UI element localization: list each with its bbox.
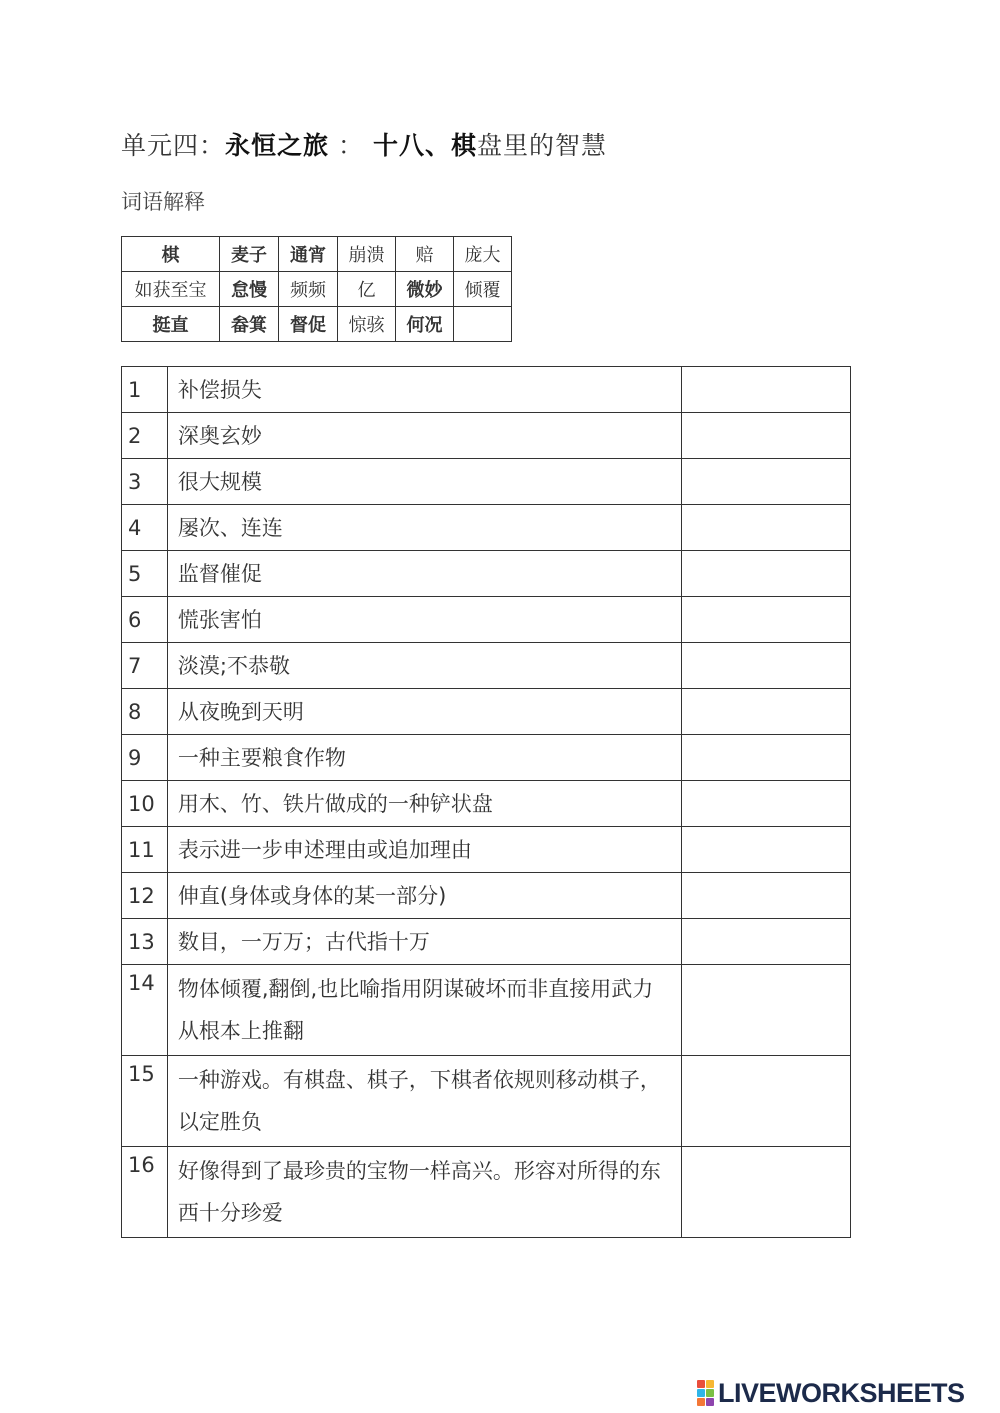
definition-row [122, 459, 851, 505]
word-cell: 庞大 [454, 237, 512, 272]
definition-number: 4 [122, 505, 168, 551]
definition-row [122, 827, 851, 873]
answer-cell[interactable] [681, 643, 850, 689]
definition-number: 16 [122, 1147, 168, 1238]
definition-number: 1 [122, 367, 168, 413]
definition-row [122, 551, 851, 597]
answer-cell[interactable] [681, 367, 850, 413]
definition-text: 慌张害怕 [167, 597, 681, 643]
definition-text: 表示进一步申述理由或追加理由 [167, 827, 681, 873]
word-cell: 倾覆 [454, 272, 512, 307]
definition-text: 补偿损失 [167, 367, 681, 413]
definition-number: 2 [122, 413, 168, 459]
word-cell: 频频 [279, 272, 338, 307]
answer-cell[interactable] [681, 459, 850, 505]
word-cell: 亿 [338, 272, 396, 307]
definition-row [122, 1147, 851, 1238]
definition-row [122, 919, 851, 965]
title-unit-name: 永恒之旅 [225, 131, 330, 160]
section-subtitle: 词语解释 [121, 190, 205, 214]
definition-row [122, 781, 851, 827]
word-cell: 惊骇 [338, 307, 396, 342]
definition-number: 11 [122, 827, 168, 873]
definition-text: 淡漠;不恭敬 [167, 643, 681, 689]
definition-row [122, 735, 851, 781]
definition-number: 14 [122, 965, 168, 1056]
answer-cell[interactable] [681, 965, 850, 1056]
word-cell: 畚箕 [220, 307, 279, 342]
definition-number: 9 [122, 735, 168, 781]
definition-text: 深奥玄妙 [167, 413, 681, 459]
word-cell: 赔 [396, 237, 454, 272]
title-separator: ： [329, 131, 373, 160]
definition-text: 一种主要粮食作物 [167, 735, 681, 781]
answer-cell[interactable] [681, 1056, 850, 1147]
definition-text: 伸直(身体或身体的某一部分) [167, 873, 681, 919]
answer-cell[interactable] [681, 919, 850, 965]
word-cell: 如获至宝 [122, 272, 220, 307]
definition-number: 3 [122, 459, 168, 505]
definition-number: 6 [122, 597, 168, 643]
definition-row [122, 873, 851, 919]
definition-row [122, 367, 851, 413]
word-bank-row [122, 307, 512, 342]
answer-cell[interactable] [681, 1147, 850, 1238]
definition-text: 很大规模 [167, 459, 681, 505]
definition-row [122, 689, 851, 735]
answer-cell[interactable] [681, 505, 850, 551]
definition-number: 8 [122, 689, 168, 735]
title-prefix: 单元四： [121, 131, 226, 160]
logo-mark-icon [697, 1380, 714, 1406]
definition-number: 13 [122, 919, 168, 965]
page-title [121, 126, 607, 162]
word-cell: 麦子 [220, 237, 279, 272]
definition-text: 好像得到了最珍贵的宝物一样高兴。形容对所得的东西十分珍爱 [167, 1147, 681, 1238]
word-bank-row [122, 237, 512, 272]
answer-cell[interactable] [681, 827, 850, 873]
word-cell: 棋 [122, 237, 220, 272]
definition-row [122, 1056, 851, 1147]
word-cell: 何况 [396, 307, 454, 342]
word-cell: 微妙 [396, 272, 454, 307]
word-cell: 挺直 [122, 307, 220, 342]
definition-text: 数目，一万万；古代指十万 [167, 919, 681, 965]
word-cell: 督促 [279, 307, 338, 342]
word-cell [454, 307, 512, 342]
answer-cell[interactable] [681, 689, 850, 735]
definition-row [122, 505, 851, 551]
definition-text: 从夜晚到天明 [167, 689, 681, 735]
definition-text: 物体倾覆,翻倒,也比喻指用阴谋破坏而非直接用武力从根本上推翻 [167, 965, 681, 1056]
definition-number: 15 [122, 1056, 168, 1147]
definition-number: 7 [122, 643, 168, 689]
definition-text: 监督催促 [167, 551, 681, 597]
definitions-table [121, 366, 851, 1238]
definition-number: 12 [122, 873, 168, 919]
word-bank-row [122, 272, 512, 307]
title-lesson-rest: 盘里的智慧 [476, 131, 607, 160]
title-lesson-bold: 十八、棋 [372, 131, 477, 160]
logo-text: LIVEWORKSHEETS [718, 1377, 965, 1408]
word-cell: 怠慢 [220, 272, 279, 307]
answer-cell[interactable] [681, 873, 850, 919]
definition-text: 一种游戏。有棋盘、棋子，下棋者依规则移动棋子，以定胜负 [167, 1056, 681, 1147]
definition-row [122, 413, 851, 459]
definition-number: 10 [122, 781, 168, 827]
word-bank-table [121, 236, 512, 342]
word-cell: 通宵 [279, 237, 338, 272]
definition-text: 用木、竹、铁片做成的一种铲状盘 [167, 781, 681, 827]
definition-row [122, 965, 851, 1056]
definition-number: 5 [122, 551, 168, 597]
answer-cell[interactable] [681, 781, 850, 827]
definition-row [122, 597, 851, 643]
liveworksheets-logo [697, 1377, 965, 1409]
answer-cell[interactable] [681, 597, 850, 643]
answer-cell[interactable] [681, 735, 850, 781]
word-cell: 崩溃 [338, 237, 396, 272]
definition-row [122, 643, 851, 689]
answer-cell[interactable] [681, 413, 850, 459]
answer-cell[interactable] [681, 551, 850, 597]
definition-text: 屡次、连连 [167, 505, 681, 551]
